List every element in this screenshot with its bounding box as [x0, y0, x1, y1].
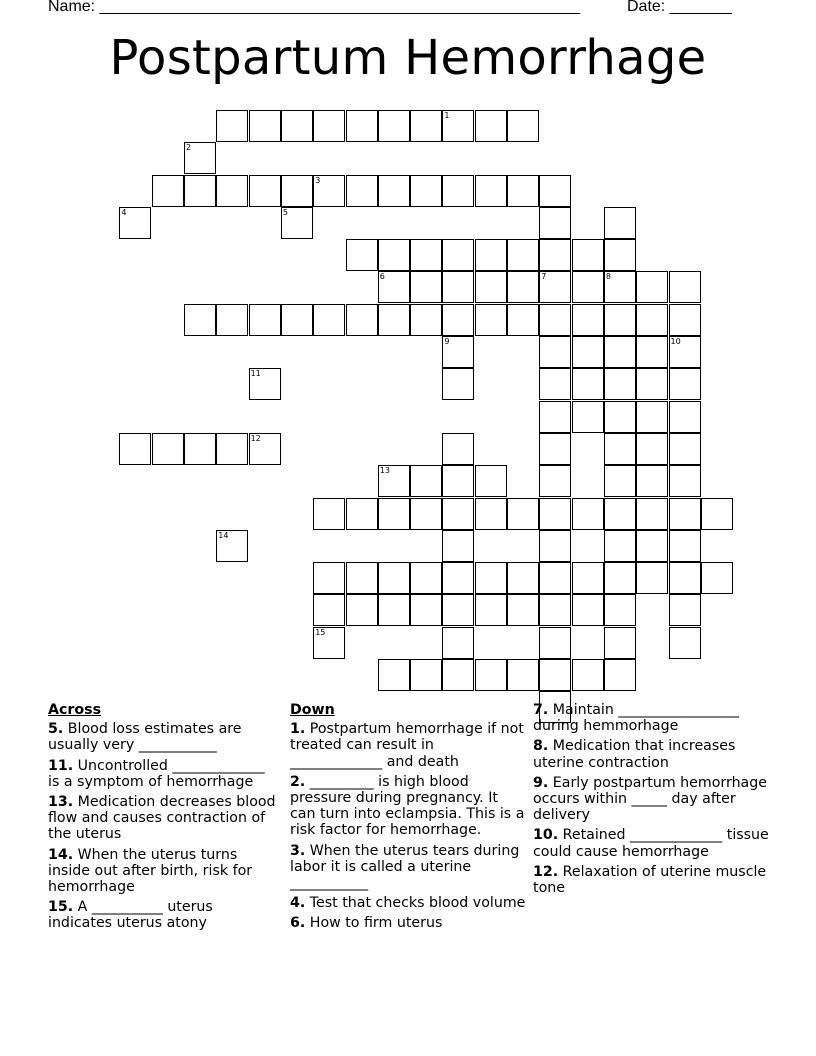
grid-cell[interactable] — [281, 110, 313, 142]
grid-cell[interactable] — [346, 110, 378, 142]
grid-cell[interactable] — [604, 498, 636, 530]
grid-cell[interactable] — [604, 659, 636, 691]
grid-cell[interactable] — [410, 304, 442, 336]
grid-cell[interactable] — [281, 304, 313, 336]
grid-cell[interactable] — [313, 562, 345, 594]
grid-cell[interactable] — [442, 562, 474, 594]
down-heading: Down — [290, 702, 335, 718]
grid-cell[interactable] — [346, 175, 378, 207]
grid-cell[interactable] — [346, 594, 378, 626]
grid-cell[interactable] — [539, 239, 571, 271]
grid-cell[interactable] — [475, 562, 507, 594]
clue-number: 1 — [444, 110, 450, 120]
grid-cell[interactable] — [442, 659, 474, 691]
grid-cell[interactable] — [249, 110, 281, 142]
grid-cell[interactable] — [604, 627, 636, 659]
clue-number: 13 — [379, 466, 390, 476]
grid-cell[interactable] — [539, 627, 571, 659]
grid-cell[interactable] — [539, 498, 571, 530]
grid-cell[interactable] — [475, 110, 507, 142]
grid-cell[interactable] — [636, 498, 668, 530]
grid-cell[interactable] — [669, 304, 701, 336]
grid-cell[interactable] — [572, 594, 604, 626]
clue-down-9: 9. Early postpartum hemorrhage occurs within _____ day after delivery — [533, 774, 767, 824]
grid-cell[interactable] — [669, 627, 701, 659]
grid-cell[interactable] — [539, 207, 571, 239]
grid-cell[interactable] — [604, 239, 636, 271]
grid-cell[interactable] — [410, 110, 442, 142]
grid-cell[interactable] — [604, 530, 636, 562]
grid-cell[interactable] — [539, 659, 571, 691]
grid-cell[interactable] — [281, 175, 313, 207]
grid-cell[interactable] — [475, 304, 507, 336]
grid-cell[interactable] — [507, 594, 539, 626]
across-clues — [48, 702, 280, 936]
clue-number: 15 — [315, 627, 326, 637]
grid-cell[interactable] — [346, 498, 378, 530]
clue-number: 5 — [282, 207, 288, 217]
clue-number: 9 — [444, 337, 450, 346]
grid-cell[interactable] — [410, 562, 442, 594]
grid-cell[interactable] — [442, 465, 474, 497]
clue-down-10: 10. Retained _____________ tissue could cause hemorrhage — [533, 827, 769, 860]
grid-cell[interactable] — [636, 336, 668, 368]
grid-cell[interactable] — [701, 562, 733, 594]
grid-cell[interactable] — [184, 304, 216, 336]
grid-cell[interactable] — [378, 304, 410, 336]
grid-cell[interactable] — [378, 175, 410, 207]
clue-across-5: 5. Blood loss estimates are usually very ___________ — [48, 721, 242, 754]
grid-cell[interactable] — [636, 530, 668, 562]
clue-down-6: 6. How to firm uterus — [290, 915, 443, 932]
grid-cell[interactable] — [216, 304, 248, 336]
grid-cell[interactable] — [669, 433, 701, 465]
grid-cell[interactable] — [378, 498, 410, 530]
grid-cell[interactable] — [636, 562, 668, 594]
grid-cell[interactable] — [442, 239, 474, 271]
grid-cell[interactable] — [636, 271, 668, 303]
grid-cell[interactable] — [442, 433, 474, 465]
grid-cell[interactable] — [507, 110, 539, 142]
grid-cell[interactable] — [249, 175, 281, 207]
clue-number: 2 — [186, 143, 192, 153]
grid-cell[interactable] — [604, 368, 636, 400]
grid-cell[interactable] — [636, 401, 668, 433]
grid-cell[interactable] — [572, 368, 604, 400]
grid-cell[interactable] — [410, 271, 442, 303]
grid-cell[interactable] — [152, 433, 184, 465]
date-field-label: Date: _______ — [627, 0, 732, 15]
grid-cell[interactable] — [604, 433, 636, 465]
grid-cell[interactable] — [604, 594, 636, 626]
grid-cell[interactable] — [636, 304, 668, 336]
clue-number: 7 — [541, 272, 547, 282]
grid-cell[interactable] — [539, 594, 571, 626]
grid-cell[interactable] — [313, 498, 345, 530]
grid-cell[interactable] — [669, 594, 701, 626]
grid-cell[interactable] — [475, 271, 507, 303]
grid-cell[interactable] — [539, 433, 571, 465]
grid-cell[interactable] — [507, 271, 539, 303]
grid-cell[interactable] — [507, 659, 539, 691]
grid-cell[interactable] — [442, 594, 474, 626]
grid-cell[interactable] — [410, 498, 442, 530]
grid-cell[interactable] — [539, 368, 571, 400]
grid-cell[interactable] — [442, 368, 474, 400]
grid-cell[interactable] — [475, 659, 507, 691]
grid-cell[interactable] — [604, 401, 636, 433]
clue-number: 6 — [379, 272, 385, 282]
grid-cell[interactable] — [410, 659, 442, 691]
grid-cell[interactable] — [507, 239, 539, 271]
grid-cell[interactable] — [442, 627, 474, 659]
clue-number: 14 — [218, 530, 229, 540]
grid-cell[interactable] — [604, 336, 636, 368]
grid-cell[interactable] — [442, 530, 474, 562]
grid-cell[interactable] — [378, 594, 410, 626]
grid-cell[interactable] — [475, 594, 507, 626]
grid-cell[interactable] — [604, 207, 636, 239]
grid-cell[interactable] — [475, 498, 507, 530]
grid-cell[interactable] — [669, 530, 701, 562]
grid-cell[interactable] — [442, 271, 474, 303]
grid-cell[interactable] — [507, 498, 539, 530]
grid-cell[interactable] — [442, 175, 474, 207]
grid-cell[interactable] — [410, 175, 442, 207]
grid-cell[interactable] — [475, 175, 507, 207]
grid-cell[interactable] — [442, 498, 474, 530]
grid-cell[interactable] — [475, 465, 507, 497]
grid-cell[interactable] — [475, 239, 507, 271]
grid-cell[interactable] — [701, 498, 733, 530]
grid-cell[interactable] — [669, 401, 701, 433]
grid-cell[interactable] — [442, 304, 474, 336]
grid-cell[interactable] — [604, 465, 636, 497]
grid-cell[interactable] — [249, 304, 281, 336]
grid-cell[interactable] — [539, 401, 571, 433]
grid-cell[interactable] — [216, 433, 248, 465]
clue-across-15: 15. A __________ uterus indicates uterus atony — [48, 899, 213, 932]
grid-cell[interactable] — [346, 239, 378, 271]
down-clues-continued — [533, 702, 773, 900]
grid-cell[interactable] — [507, 304, 539, 336]
grid-cell[interactable] — [572, 239, 604, 271]
grid-cell[interactable] — [152, 175, 184, 207]
grid-cell[interactable] — [604, 562, 636, 594]
grid-cell[interactable] — [572, 498, 604, 530]
grid-cell[interactable] — [346, 562, 378, 594]
clue-down-8: 8. Medication that increases uterine contraction — [533, 738, 736, 771]
grid-cell[interactable] — [216, 110, 248, 142]
grid-cell[interactable] — [636, 433, 668, 465]
grid-cell[interactable] — [507, 562, 539, 594]
grid-cell[interactable] — [539, 336, 571, 368]
grid-cell[interactable] — [313, 110, 345, 142]
grid-cell[interactable] — [669, 368, 701, 400]
down-clues — [290, 702, 526, 936]
clue-number: 11 — [250, 369, 261, 379]
grid-cell[interactable] — [572, 304, 604, 336]
grid-cell[interactable] — [539, 465, 571, 497]
name-field-label: Name: ______________________________________________________ — [48, 0, 581, 15]
clue-number: 10 — [670, 337, 681, 346]
clue-down-2: 2. _________ is high blood pressure during pregnancy. It can turn into eclampsia. This is a risk factor for hemorrhage. — [290, 773, 525, 839]
grid-cell[interactable] — [313, 304, 345, 336]
clue-across-13: 13. Medication decreases blood flow and causes contraction of the uterus — [48, 794, 276, 843]
grid-cell[interactable] — [346, 304, 378, 336]
grid-cell[interactable] — [669, 271, 701, 303]
page-title: Postpartum Hemorrhage — [109, 30, 707, 86]
clue-down-12: 12. Relaxation of uterine muscle tone — [533, 863, 767, 897]
clue-number: 8 — [605, 272, 611, 282]
grid-cell[interactable] — [539, 562, 571, 594]
clue-across-14: 14. When the uterus turns inside out after birth, risk for hemorrhage — [48, 846, 253, 896]
grid-cell[interactable] — [119, 433, 151, 465]
grid-cell[interactable] — [539, 175, 571, 207]
clue-down-3: 3. When the uterus tears during labor it is called a uterine ___________ — [290, 842, 520, 892]
grid-cell[interactable] — [184, 175, 216, 207]
grid-cell[interactable] — [410, 465, 442, 497]
grid-cell[interactable] — [636, 465, 668, 497]
grid-cell[interactable] — [378, 239, 410, 271]
grid-cell[interactable] — [378, 562, 410, 594]
clue-down-1: 1. Postpartum hemorrhage if not treated can result in _____________ and death — [290, 721, 524, 770]
grid-cell[interactable] — [636, 368, 668, 400]
grid-cell[interactable] — [572, 336, 604, 368]
grid-cell[interactable] — [539, 530, 571, 562]
grid-cell[interactable] — [410, 239, 442, 271]
grid-cell[interactable] — [572, 659, 604, 691]
clue-number: 3 — [315, 175, 321, 185]
grid-cell[interactable] — [184, 433, 216, 465]
grid-cell[interactable] — [572, 271, 604, 303]
clue-number: 4 — [121, 207, 127, 217]
clue-number: 12 — [250, 433, 261, 443]
clue-down-4: 4. Test that checks blood volume — [290, 895, 526, 912]
grid-cell[interactable] — [572, 401, 604, 433]
grid-cell[interactable] — [539, 304, 571, 336]
grid-cell[interactable] — [410, 594, 442, 626]
grid-cell[interactable] — [604, 304, 636, 336]
grid-cell[interactable] — [572, 562, 604, 594]
grid-cell[interactable] — [669, 465, 701, 497]
grid-cell[interactable] — [313, 594, 345, 626]
grid-cell[interactable] — [378, 659, 410, 691]
clue-down-7: 7. Maintain _________________ during hemmorhage — [533, 702, 739, 735]
grid-cell[interactable] — [669, 498, 701, 530]
grid-cell[interactable] — [507, 175, 539, 207]
across-heading: Across — [48, 702, 102, 718]
clue-across-11: 11. Uncontrolled _____________ is a symptom of hemorrhage — [48, 757, 265, 790]
grid-cell[interactable] — [216, 175, 248, 207]
grid-cell[interactable] — [378, 110, 410, 142]
grid-cell[interactable] — [669, 562, 701, 594]
